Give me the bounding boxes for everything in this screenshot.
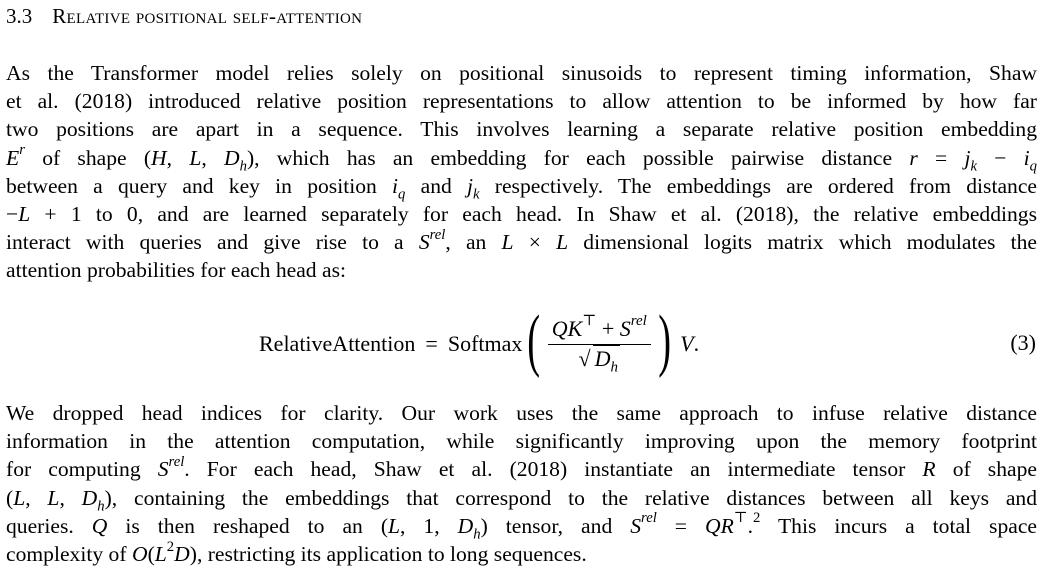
text-line: between a query and key in position $i_q$ and $j_k$ respectively. The embeddings are ordered from distance: [6, 173, 1038, 203]
text-line: for computing $S^{rel}$. For each head, Shaw et al. (2018) instantiate an intermediate tensor R of shape: [6, 453, 1037, 482]
paragraph-method: [6, 399, 1037, 568]
equation-body: RelativeAttention = Softmax ( $\frac{QK^⊤ + S^{rel}}{√ D_h}$ ) V .: [259, 302, 700, 379]
text-line: interact with queries and give rise to a $S^{rel}$, an L × L dimensional logits matrix which modulates the: [6, 226, 1038, 255]
equation-lhs: RelativeAttention: [259, 331, 416, 356]
text-line: et al. (2018) introduced relative position representations to allow attention to be informed by how far: [6, 89, 1037, 114]
left-paren: (: [527, 302, 541, 379]
text-line: As the Transformer model relies solely on positional sinusoids to represent timing information, Shaw: [6, 61, 1037, 85]
fraction-denominator: √ $D_h$: [578, 346, 618, 376]
equation-softmax: Softmax: [447, 331, 523, 356]
footnote-marker[interactable]: 2: [753, 510, 761, 527]
text-line: information in the attention computation, while significantly improving upon the memory footprint: [6, 429, 1037, 454]
section-heading: [6, 4, 362, 28]
equation-fraction: [548, 313, 651, 376]
section-title: Relative positional self-attention: [52, 4, 363, 28]
equation-number: (3): [1010, 330, 1036, 355]
text-line: complexity of $O(L^2D)$, restricting its application to long sequences.: [6, 538, 587, 566]
right-paren: ): [658, 302, 671, 379]
text-line: $E^r$ of shape (H, L, $D_h$), which has an embedding for each possible pairwise distance $r = j_k - i_q$: [6, 142, 1038, 174]
math-embedding: $E^r$: [6, 142, 25, 170]
text-line: two positions are apart in a sequence. This involves learning a separate relative position embedding: [6, 117, 1037, 142]
paragraph-intro: [6, 59, 1037, 285]
text-line: (L, L, $D_h$), containing the embeddings that correspond to the relative distances between all keys and: [6, 485, 1038, 514]
section-number: 3.3: [6, 4, 33, 28]
fraction-numerator: $QK^⊤ + S^{rel}$: [548, 316, 651, 345]
text-line: queries. Q is then reshaped to an (L, 1, $D_h$) tensor, and $S^{rel} = QR^⊤.^2$ This incurs a total space: [6, 510, 1037, 543]
text-line: attention probabilities for each head as:: [6, 258, 346, 283]
text-line: We dropped head indices for clarity. Our work uses the same approach to infuse relative distance: [6, 401, 1037, 425]
text-line: −L + 1 to 0, and are learned separately for each head. In Shaw et al. (2018), the relative embeddings: [6, 201, 1037, 226]
equation-3: [0, 302, 1046, 388]
